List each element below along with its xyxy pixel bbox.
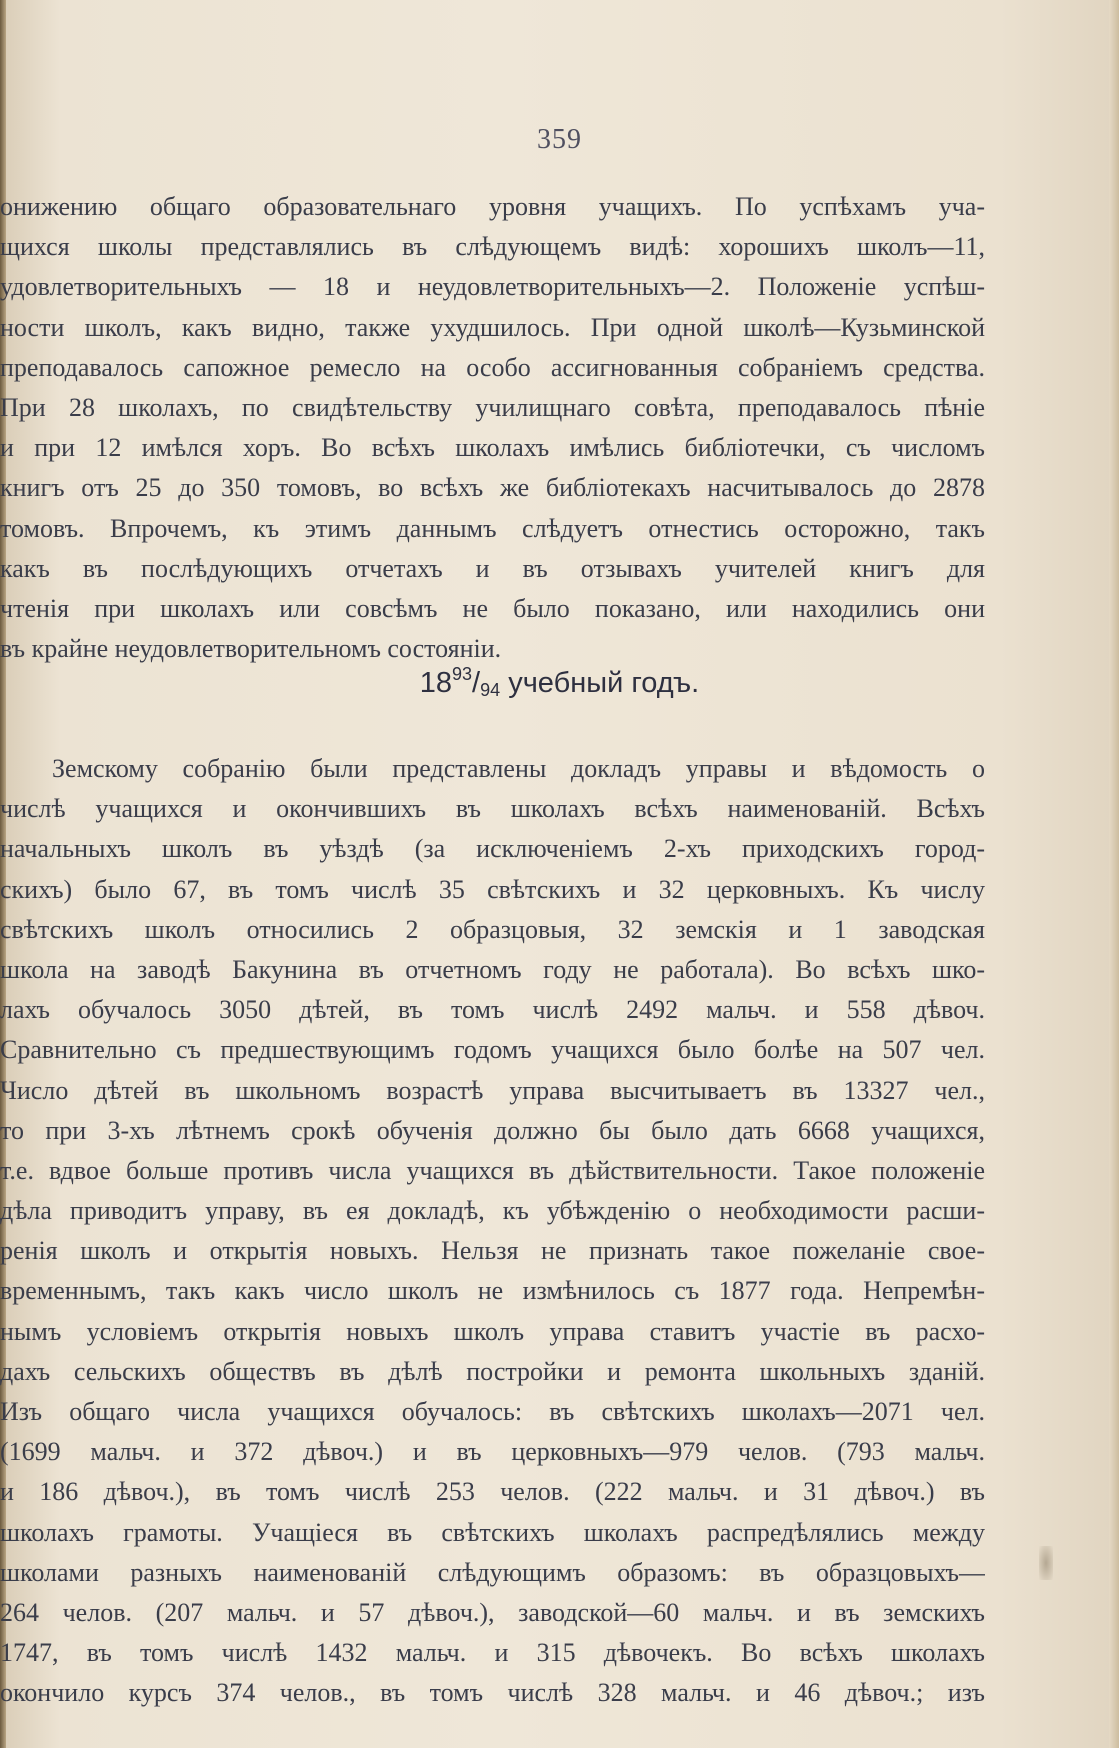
text-line: дахъ сельскихъ обществъ въ дѣлѣ постройки и ремонта школьныхъ зданій. xyxy=(0,1356,985,1386)
page-number: 359 xyxy=(537,124,582,155)
text-line: школахъ грамоты. Учащіеся въ свѣтскихъ школахъ распредѣлялись между xyxy=(0,1517,985,1547)
text-line: дѣла приводитъ управу, въ ея докладѣ, къ убѣжденію о необходимости расши- xyxy=(0,1196,985,1226)
text-line: Изъ общаго числа учащихся обучалось: въ свѣтскихъ школахъ—2071 чел. xyxy=(0,1397,985,1426)
text-line: ности школъ, какъ видно, также ухудшилось. При одной школѣ—Кузьминской xyxy=(0,312,985,342)
text-line: школа на заводѣ Бакунина въ отчетномъ году не работала). Во всѣхъ шко- xyxy=(0,954,985,984)
text-line: нымъ условіемъ открытія новыхъ школъ управа ставитъ участіе въ расхо- xyxy=(0,1316,985,1346)
text-line: скихъ) было 67, въ томъ числѣ 35 свѣтскихъ и 32 церковныхъ. Къ числу xyxy=(0,874,985,904)
text-line: въ крайне неудовлетворительномъ состояніи. xyxy=(0,634,502,664)
text-line: чтенія при школахъ или совсѣмъ не было показано, или находились они xyxy=(0,593,985,623)
text-line: начальныхъ школъ въ уѣздѣ (за исключеніемъ 2-хъ приходскихъ город- xyxy=(0,834,985,864)
paragraph-1 xyxy=(0,187,985,669)
text-line: школами разныхъ наименованій слѣдующимъ образомъ: въ образцовыхъ— xyxy=(0,1557,985,1587)
section-heading xyxy=(0,664,1119,701)
text-line: т.е. вдвое больше противъ числа учащихся въ дѣйствительности. Такое положеніе xyxy=(0,1155,985,1185)
text-line: (1699 мальч. и 372 дѣвоч.) и въ церковныхъ—979 челов. (793 мальч. xyxy=(0,1437,985,1467)
text-line: то при 3-хъ лѣтнемъ срокѣ обученія должно бы было дать 6668 учащихся, xyxy=(0,1115,985,1145)
text-line: Число дѣтей въ школьномъ возрастѣ управа высчитываетъ въ 13327 чел., xyxy=(0,1075,985,1105)
text-line: При 28 школахъ, по свидѣтельству училищнаго совѣта, преподавалось пѣніе xyxy=(0,392,985,422)
text-line: и при 12 имѣлся хоръ. Во всѣхъ школахъ имѣлись библіотечки, съ числомъ xyxy=(0,433,985,463)
text-line: лахъ обучалось 3050 дѣтей, въ томъ числѣ 2492 мальч. и 558 дѣвоч. xyxy=(0,995,985,1025)
text-line: какъ въ послѣдующихъ отчетахъ и въ отзывахъ учителей книгъ для xyxy=(0,553,985,583)
text-line: преподавалось сапожное ремесло на особо ассигнованныя собраніемъ средства. xyxy=(0,352,985,382)
paragraph-2 xyxy=(0,749,985,1714)
text-line: 1747, въ томъ числѣ 1432 мальч. и 315 дѣвочекъ. Во всѣхъ школахъ xyxy=(0,1638,985,1668)
text-line: онижению общаго образовательнаго уровня учащихъ. По успѣхамъ уча- xyxy=(0,192,985,221)
heading-year-base: 18 xyxy=(419,667,453,699)
paper-smudge xyxy=(1039,1546,1053,1580)
text-line: окончило курсъ 374 челов., въ томъ числѣ 328 мальч. и 46 дѣвоч.; изъ xyxy=(0,1678,985,1708)
text-line: томовъ. Впрочемъ, къ этимъ даннымъ слѣдуетъ отнестись осторожно, такъ xyxy=(0,513,985,543)
text-line: свѣтскихъ школъ относились 2 образцовыя, 32 земскія и 1 заводская xyxy=(0,914,985,944)
text-line: щихся школы представлялись въ слѣдующемъ видѣ: хорошихъ школъ—11, xyxy=(0,232,985,262)
page-right-edge xyxy=(1109,0,1119,1748)
heading-slash: / xyxy=(472,667,481,699)
text-line: Земскому собранію были представлены докладъ управы и вѣдомость о xyxy=(52,754,985,783)
text-line: Сравнительно съ предшествующимъ годомъ учащихся было болѣе на 507 чел. xyxy=(0,1035,985,1065)
text-line: и 186 дѣвоч.), въ томъ числѣ 253 челов. (222 мальч. и 31 дѣвоч.) въ xyxy=(0,1477,985,1507)
text-line: числѣ учащихся и окончившихъ въ школахъ всѣхъ наименованій. Всѣхъ xyxy=(0,794,985,824)
text-line: 264 челов. (207 мальч. и 57 дѣвоч.), заводской—60 мальч. и въ земскихъ xyxy=(0,1597,985,1627)
text-line: удовлетворительныхъ — 18 и неудовлетворительныхъ—2. Положеніе успѣш- xyxy=(0,272,985,302)
text-line: ренія школъ и открытія новыхъ. Нельзя не признать такое пожеланіе свое- xyxy=(0,1236,985,1266)
heading-year-sub: 94 xyxy=(480,680,501,700)
text-line: книгъ отъ 25 до 350 томовъ, во всѣхъ же библіотекахъ насчитывалось до 2878 xyxy=(0,473,985,503)
heading-year-sup: 93 xyxy=(452,664,473,684)
heading-text: учебный годъ. xyxy=(508,667,700,699)
text-line: временнымъ, такъ какъ число школъ не измѣнилось съ 1877 года. Непремѣн- xyxy=(0,1276,985,1306)
